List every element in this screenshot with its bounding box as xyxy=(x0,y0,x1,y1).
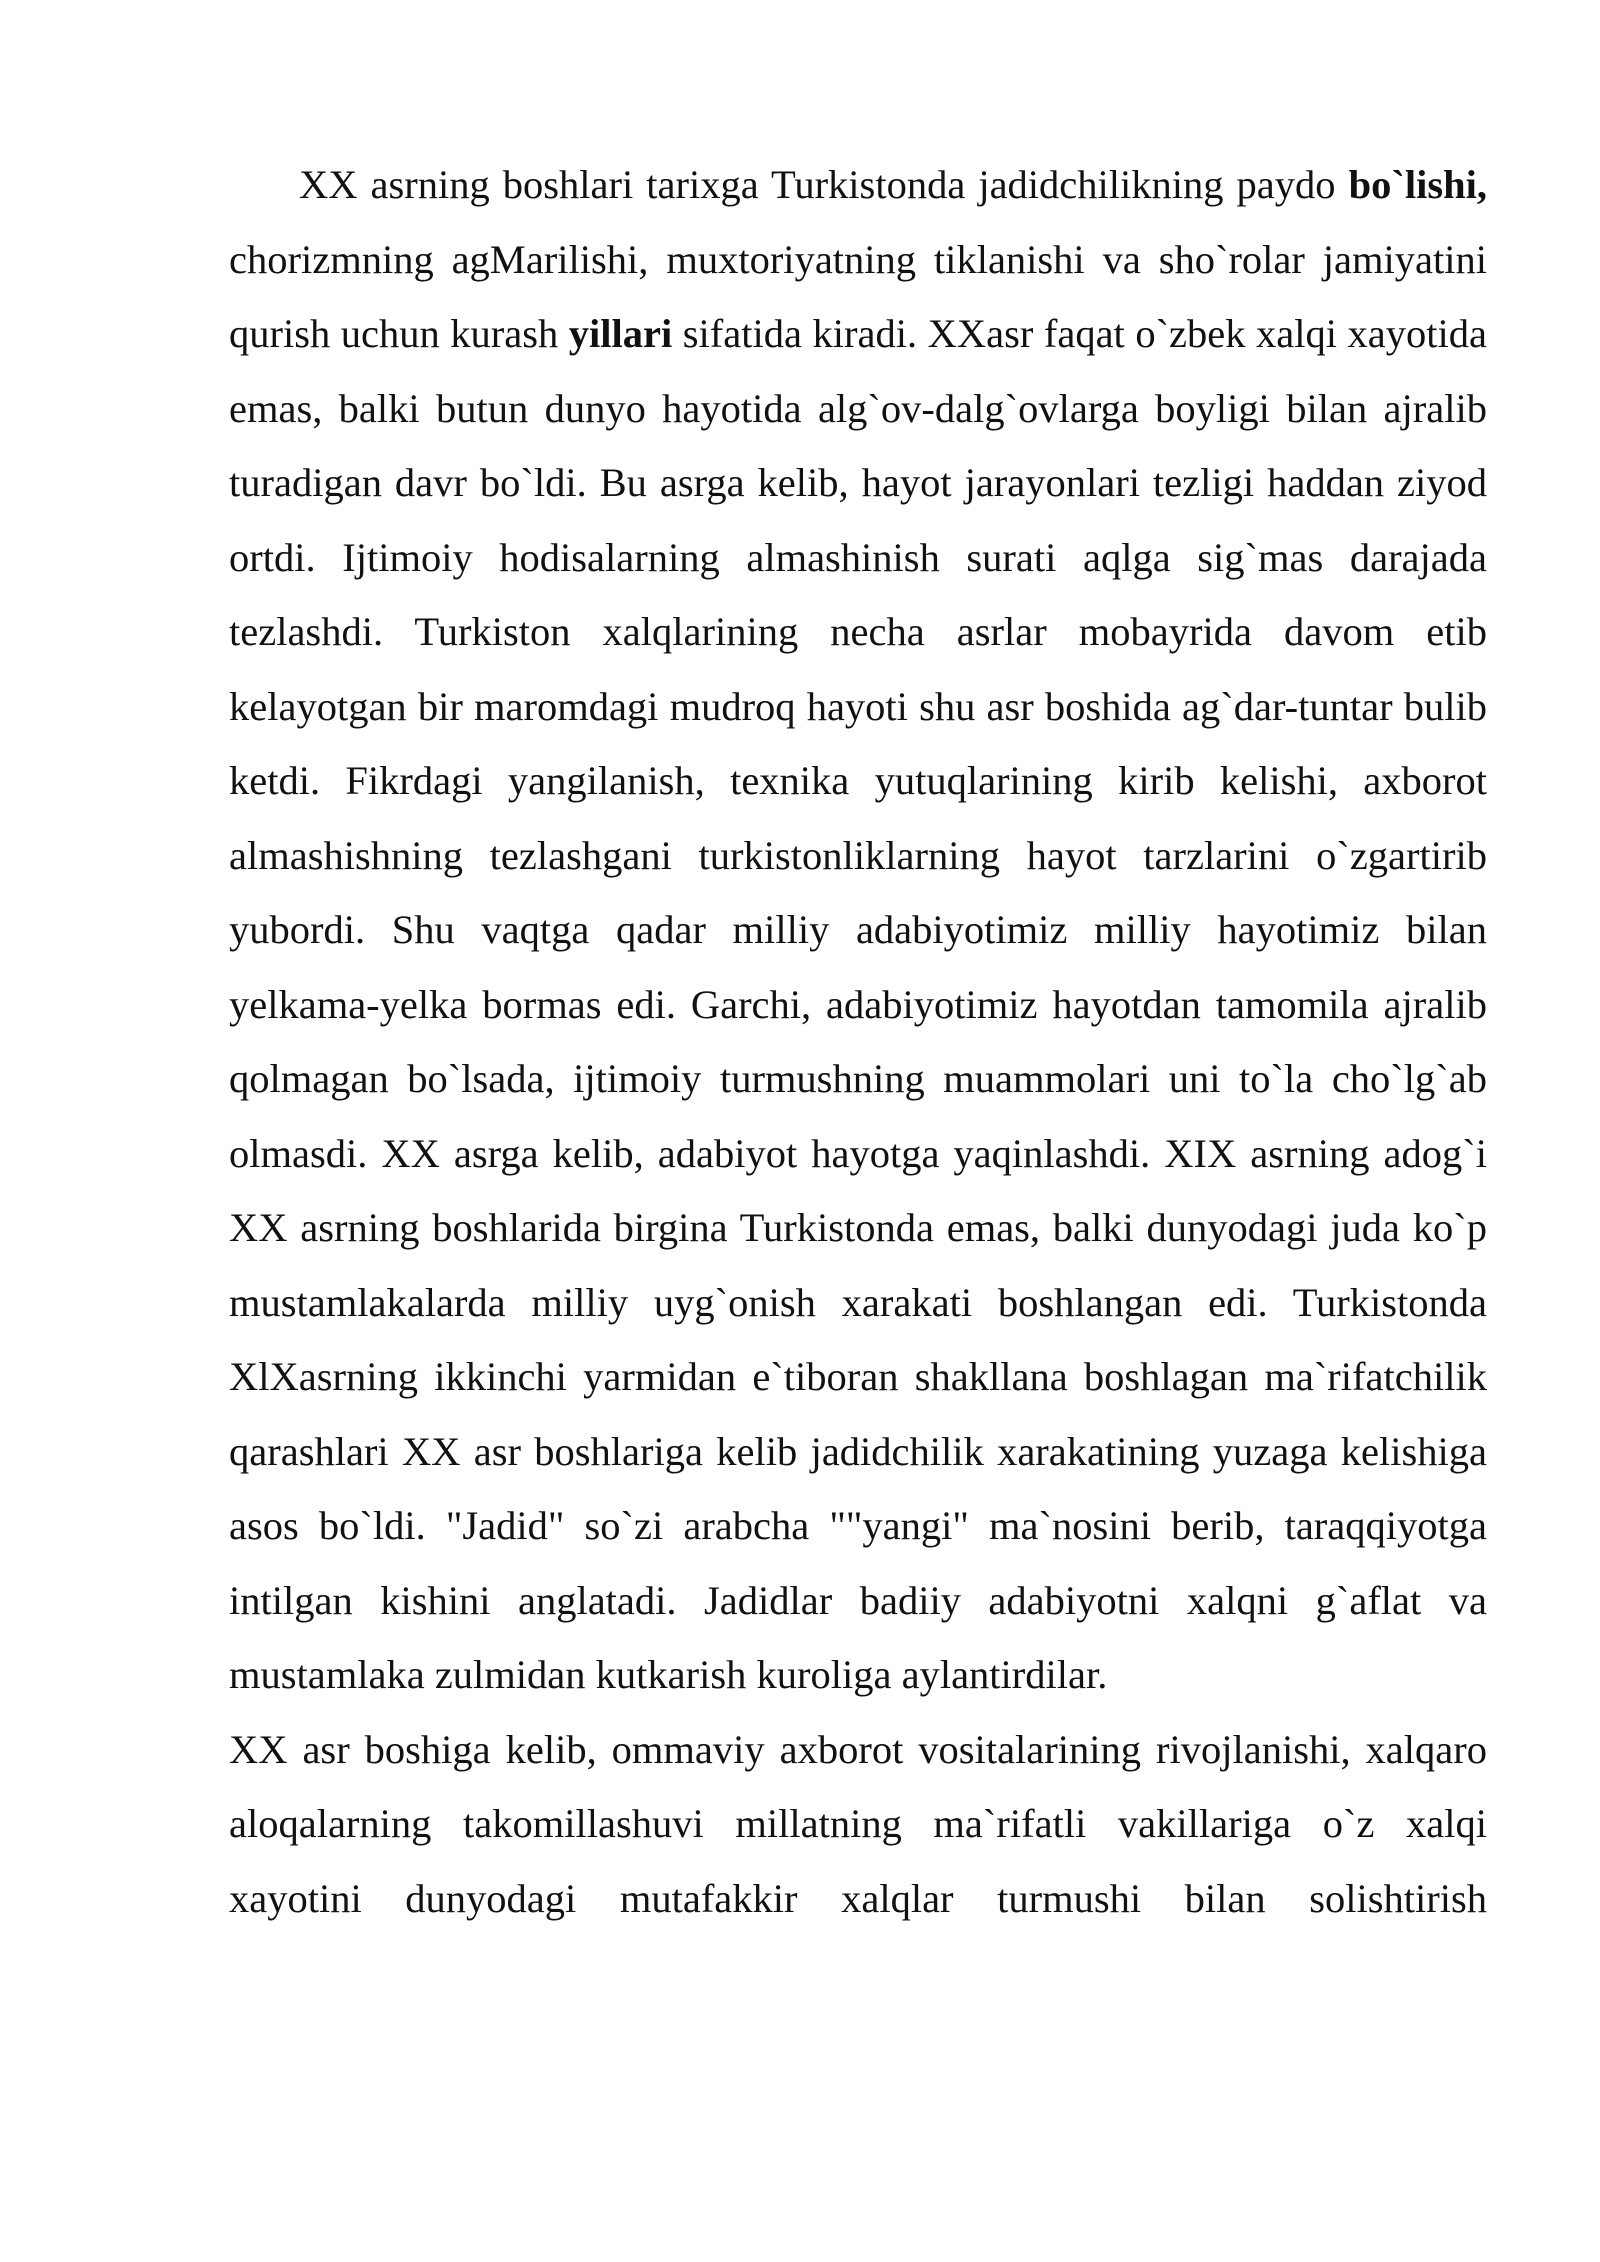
document-body xyxy=(229,148,1487,1936)
paragraph-1-text-b: chorizmning agMarilishi, muxtoriyatning tiklanishi va sho`rolar jamiyatini qurish uchun kurash xyxy=(229,236,1487,356)
paragraph-1-text-a: XX asrning boshlari tarixga Turkistonda jadidchilikning paydo xyxy=(299,162,1349,207)
paragraph-1-bold-b: yillari xyxy=(568,311,673,356)
paragraph-1 xyxy=(229,148,1487,1713)
paragraph-1-bold-a: bo`lishi, xyxy=(1348,162,1487,207)
paragraph-1-text-c: sifatida kiradi. XXasr faqat o`zbek xalqi xayotida emas, balki butun dunyo hayotida alg`ov-dalg`ovlarga boyligi bilan ajralib turadigan davr bo`ldi. Bu asrga kelib, hayot jarayonlari tezligi haddan ziyod ortdi. Ijtimoiy hodisalarning almashinish surati aqlga sig`mas darajada tezlashdi. Turkiston xalqlarining necha asrlar mobayrida davom etib kelayotgan bir maromdagi mudroq hayoti shu asr boshida ag`dar-tuntar bulib ketdi. Fikrdagi yangilanish, texnika yutuqlarining kirib kelishi, axborot almashishning tezlashgani turkistonliklarning hayot tarzlarini o`zgartirib yubordi. Shu vaqtga qadar milliy adabiyotimiz milliy hayotimiz bilan yelkama-yelka bormas edi. Garchi, adabiyotimiz hayotdan tamomila ajralib qolmagan bo`lsada, ijtimoiy turmushning muammolari uni to`la cho`lg`ab olmasdi. XX asrga kelib, adabiyot hayotga yaqinlashdi. XIX asrning adog`i XX asrning boshlarida birgina Turkistonda emas, balki dunyodagi juda ko`p mustamlakalarda milliy uyg`onish xarakati boshlangan edi. Turkistonda XlXasrning ikkinchi yarmidan e`tiboran shakllana boshlagan ma`rifatchilik qarashlari XX asr boshlariga kelib jadidchilik xarakatining yuzaga kelishiga asos bo`ldi. "Jadid" so`zi arabcha ""yangi" ma`nosini berib, taraqqiyotga intilgan kishini anglatadi. Jadidlar badiiy adabiyotni xalqni g`aflat va mustamlaka zulmidan kutkarish kuroliga aylantirdilar. xyxy=(229,311,1487,1697)
paragraph-2: XX asr boshiga kelib, ommaviy axborot vositalarining rivojlanishi, xalqaro aloqalarning takomillashuvi millatning ma`rifatli vakillariga o`z xalqi xayotini dunyodagi mutafakkir xalqlar turmushi bilan solishtirish xyxy=(229,1726,1487,1921)
